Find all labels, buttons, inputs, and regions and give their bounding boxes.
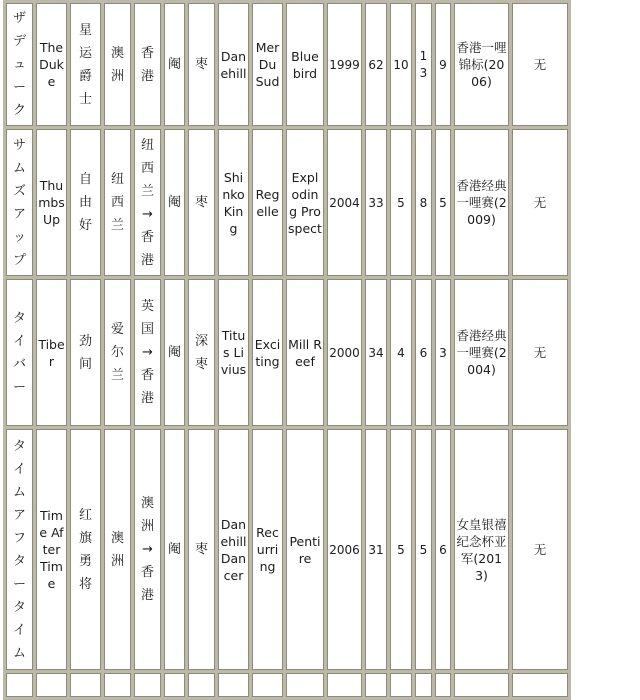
seconds-cell: 13 <box>415 3 432 126</box>
trained-cell: 澳洲→香港 <box>134 429 161 670</box>
seconds-cell: 6 <box>415 279 432 426</box>
remark-cell: 无 <box>512 3 568 126</box>
color-cell: 枣 <box>188 3 215 126</box>
katakana-name-cell: サムズアップ <box>6 129 33 276</box>
chinese-name-cell: 星运爵士 <box>70 3 101 126</box>
title-cell: 香港经典一哩赛(2009) <box>454 129 509 276</box>
chinese-name-cell: 红旗勇将 <box>70 429 101 670</box>
trained-cell: 纽西兰→香港 <box>134 129 161 276</box>
katakana-name-cell: タイムアフタータイム <box>6 429 33 670</box>
horse-table <box>3 0 571 700</box>
remark-cell: 无 <box>512 279 568 426</box>
trained-cell: 香港 <box>134 3 161 126</box>
origin-cell: 纽西兰 <box>104 129 131 276</box>
dam-cell: Exciting <box>252 279 283 426</box>
origin-cell: 澳洲 <box>104 429 131 670</box>
sex-cell: 阉 <box>164 129 185 276</box>
title-cell: 香港一哩锦标(2006) <box>454 3 509 126</box>
dam-cell: Regelle <box>252 129 283 276</box>
year-cell: 1999 <box>327 3 362 126</box>
year-cell: 2000 <box>327 279 362 426</box>
damsire-cell: Mill Reef <box>286 279 324 426</box>
seconds-cell: 5 <box>415 429 432 670</box>
remark-cell: 无 <box>512 129 568 276</box>
english-name-cell: The Duke <box>36 3 67 126</box>
trained-cell: 英国→香港 <box>134 279 161 426</box>
damsire-cell: Bluebird <box>286 3 324 126</box>
sire-cell: Titus Livius <box>218 279 249 426</box>
remark-cell: 无 <box>512 429 568 670</box>
wins-cell: 10 <box>390 3 412 126</box>
year-cell: 2006 <box>327 429 362 670</box>
english-name-cell: Tiber <box>36 279 67 426</box>
thirds-cell: 9 <box>435 3 451 126</box>
table-row <box>6 279 568 426</box>
sire-cell: Shinko King <box>218 129 249 276</box>
year-cell: 2004 <box>327 129 362 276</box>
english-name-cell: Time After Time <box>36 429 67 670</box>
color-cell: 枣 <box>188 129 215 276</box>
sire-cell: Danehill <box>218 3 249 126</box>
damsire-cell: Pentire <box>286 429 324 670</box>
sex-cell: 阉 <box>164 429 185 670</box>
wins-cell: 5 <box>390 429 412 670</box>
table-row <box>6 129 568 276</box>
thirds-cell: 6 <box>435 429 451 670</box>
katakana-name-cell: ザデューク <box>6 3 33 126</box>
starts-cell: 62 <box>365 3 387 126</box>
starts-cell: 33 <box>365 129 387 276</box>
english-name-cell: Thumbs Up <box>36 129 67 276</box>
sex-cell: 阉 <box>164 279 185 426</box>
wins-cell: 5 <box>390 129 412 276</box>
color-cell: 深枣 <box>188 279 215 426</box>
table-row <box>6 3 568 126</box>
chinese-name-cell: 劲间 <box>70 279 101 426</box>
wins-cell: 4 <box>390 279 412 426</box>
starts-cell: 34 <box>365 279 387 426</box>
title-cell: 香港经典一哩赛(2004) <box>454 279 509 426</box>
dam-cell: Mer Du Sud <box>252 3 283 126</box>
origin-cell: 爱尔兰 <box>104 279 131 426</box>
seconds-cell: 8 <box>415 129 432 276</box>
starts-cell: 31 <box>365 429 387 670</box>
origin-cell: 澳洲 <box>104 3 131 126</box>
chinese-name-cell: 自由好 <box>70 129 101 276</box>
title-cell: 女皇银禧纪念杯亚军(2013) <box>454 429 509 670</box>
thirds-cell: 3 <box>435 279 451 426</box>
thirds-cell: 5 <box>435 129 451 276</box>
damsire-cell: Exploding Prospect <box>286 129 324 276</box>
table-row-partial <box>6 673 568 697</box>
color-cell: 枣 <box>188 429 215 670</box>
sex-cell: 阉 <box>164 3 185 126</box>
dam-cell: Recurring <box>252 429 283 670</box>
sire-cell: Danehill Dancer <box>218 429 249 670</box>
table-row <box>6 429 568 670</box>
katakana-name-cell: タイバー <box>6 279 33 426</box>
